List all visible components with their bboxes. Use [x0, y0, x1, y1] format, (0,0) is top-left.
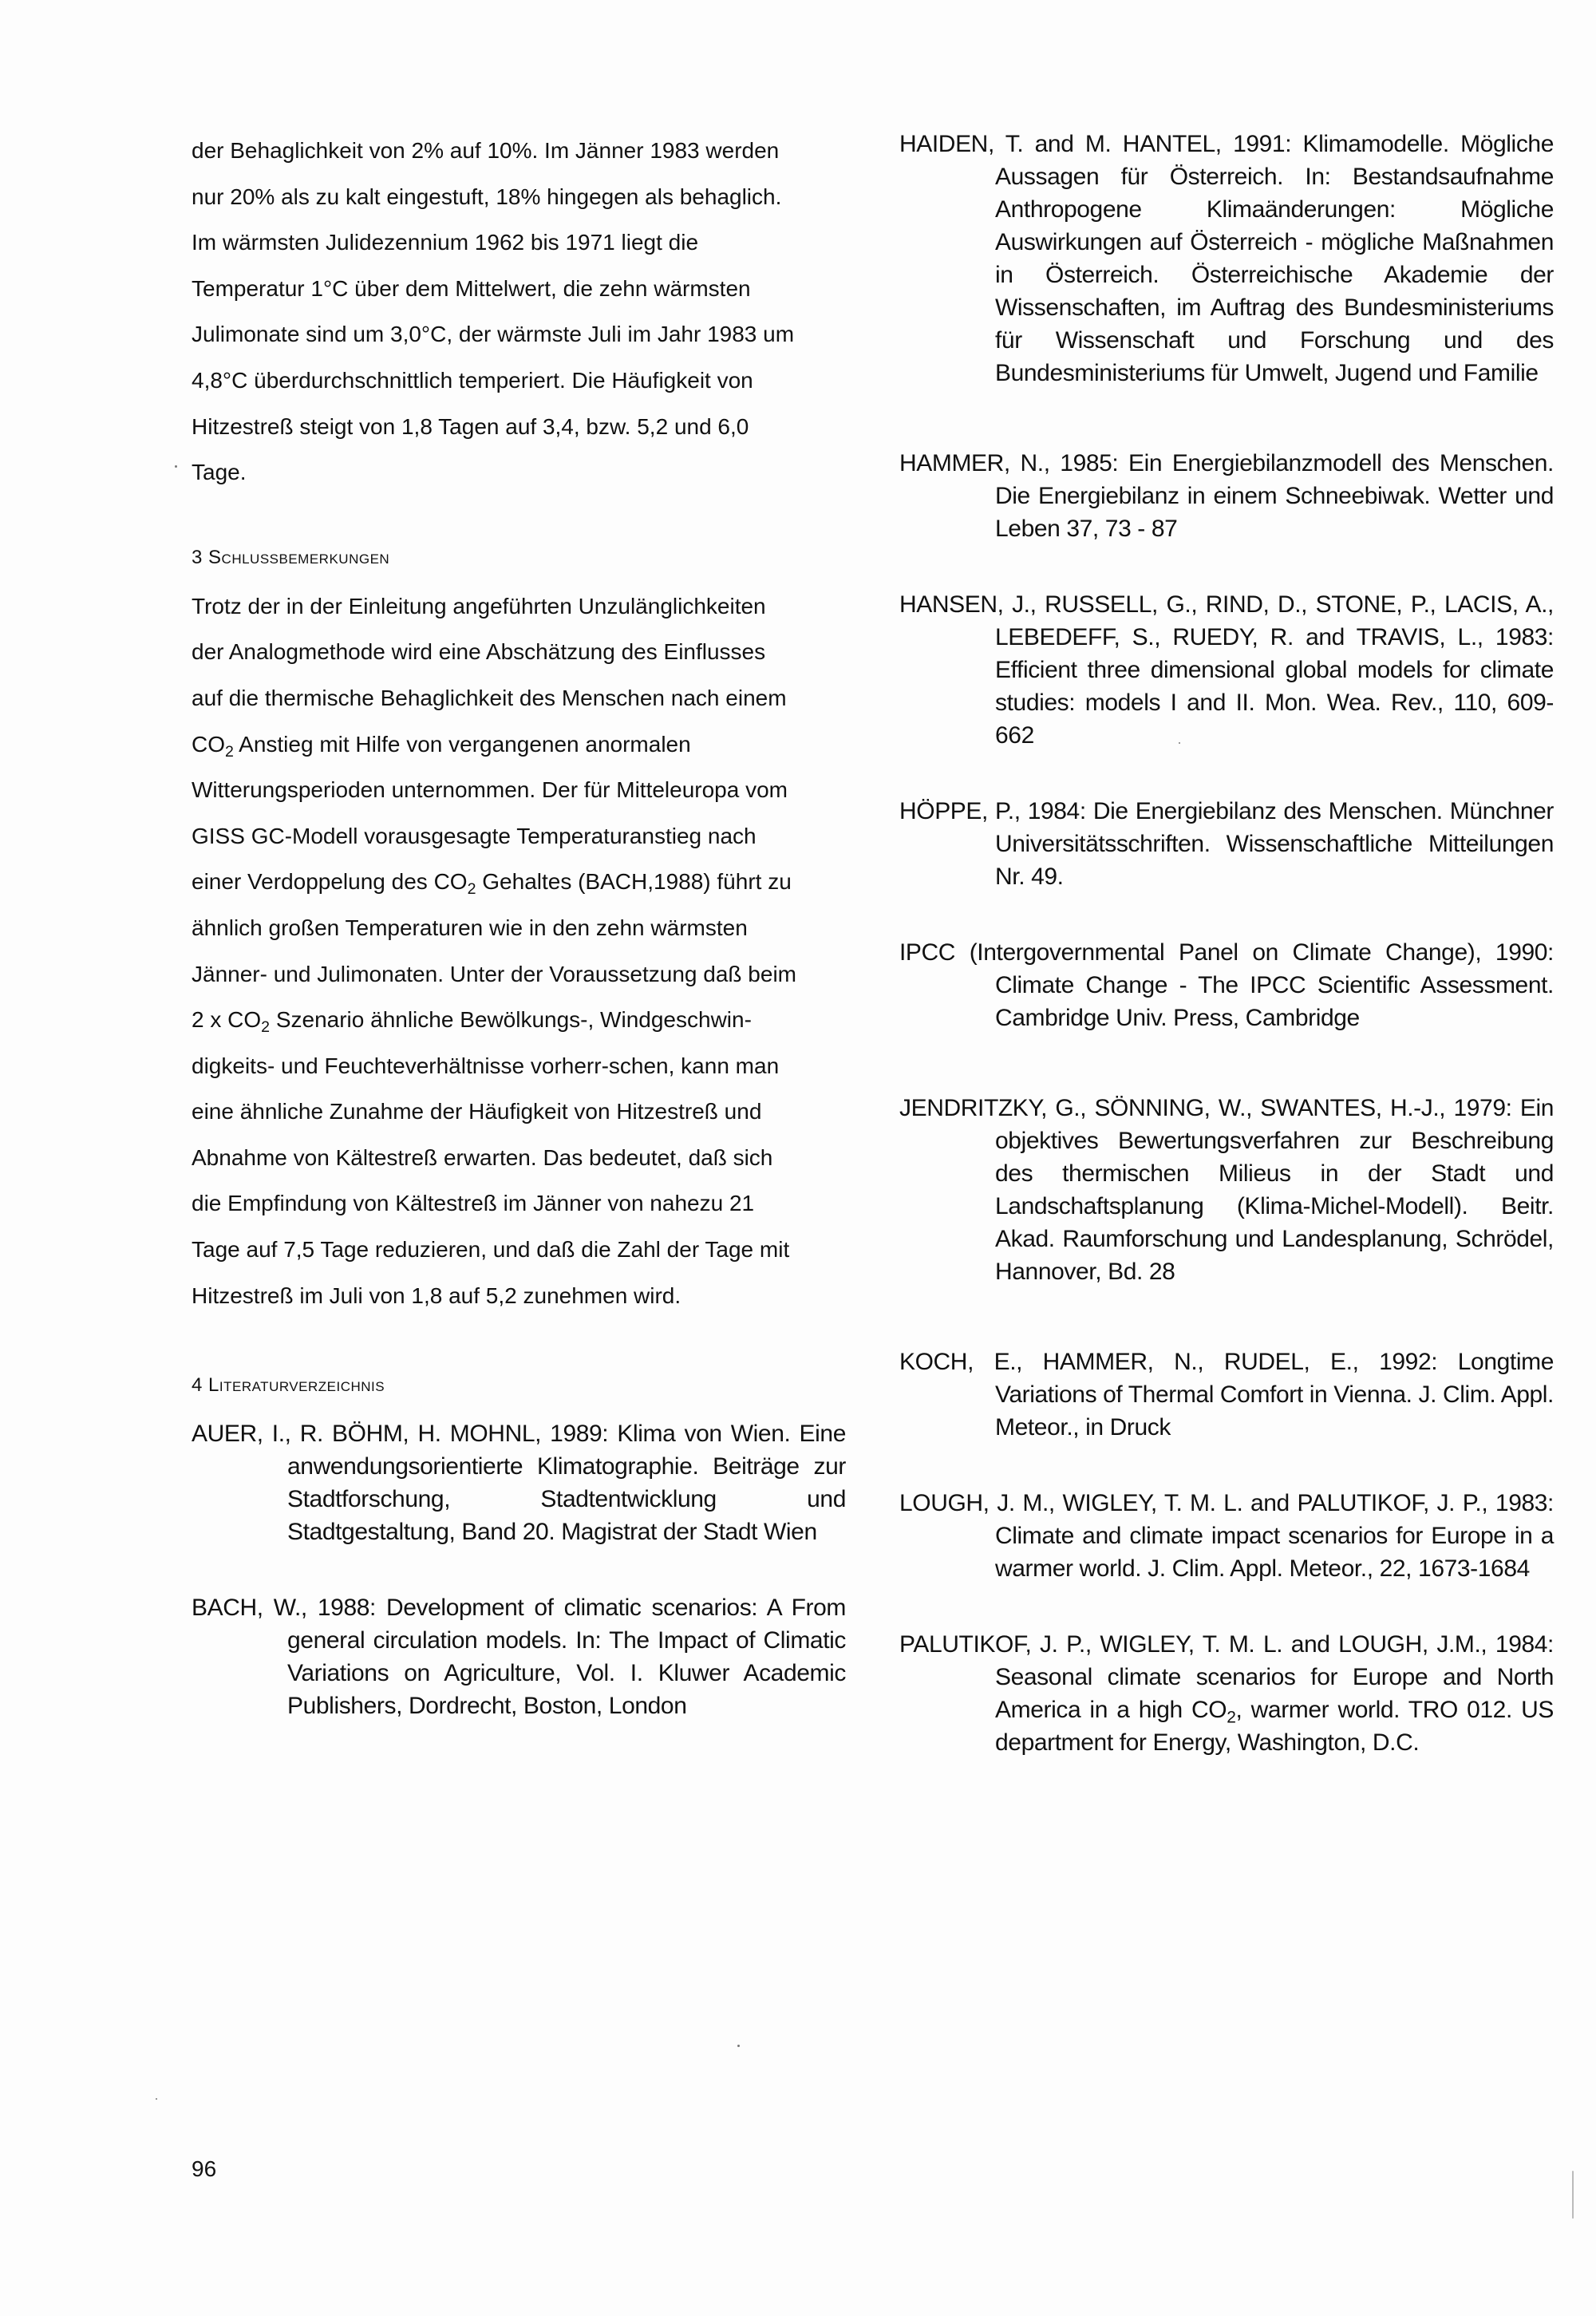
reference-entry: HAMMER, N., 1985: Ein Energiebilanzmodell des Menschen. Die Energiebilanz in einem Schneebiwak. Wetter und Leben 37, 73 - 87 [899, 450, 1554, 542]
text-line: Abnahme von Kältestreß erwarten. Das bedeutet, daß sich [192, 1144, 773, 1170]
page-number: 96 [192, 2156, 217, 2181]
text-line: digkeits- und Feuchteverhältnisse vorherr-schen, kann man [192, 1053, 780, 1078]
section-number: 3 [192, 546, 203, 568]
reference-entry: LOUGH, J. M., WIGLEY, T. M. L. and PALUTIKOF, J. P., 1983: Climate and climate impact scenarios for Europe in a warmer world. J. Clim. Appl. Meteor., 22, 1673-1684 [899, 1490, 1554, 1582]
text-line: $CO_2$ Anstieg mit Hilfe von vergangenen anormalen [192, 731, 691, 761]
reference-entry: KOCH, E., HAMMER, N., RUDEL, E., 1992: Longtime Variations of Thermal Comfort in Vienna. J. Clim. Appl. Meteor., in Druck [899, 1349, 1554, 1441]
section-heading-conclusions [192, 542, 846, 574]
text-line: Tage. [192, 460, 247, 485]
text-line: die Empfindung von Kältestreß im Jänner von nahezu 21 [192, 1191, 755, 1216]
text-line: der Behaglichkeit von 2% auf 10%. Im Jänner 1983 werden [192, 138, 780, 163]
text-line: Tage auf 7,5 Tage reduzieren, und daß die Zahl der Tage mit [192, 1237, 790, 1263]
text-line: auf die thermische Behaglichkeit des Menschen nach einem [192, 685, 787, 710]
section-number: 4 [192, 1374, 203, 1397]
text-line: 2 x $CO_2$ Szenario ähnliche Bewölkungs-, Windgeschwin- [192, 1007, 752, 1036]
text-line: 4,8°C überdurchschnittlich temperiert. Die Häufigkeit von [192, 367, 753, 393]
reference-entry: BACH, W., 1988: Development of climatic scenarios: A From general circulation models. In: The Impact of Climatic Variations on Agriculture, Vol. I. Kluwer Academic Publishers, Dordrecht, Boston, London [192, 1595, 846, 1720]
text-line: Jänner- und Julimonaten. Unter der Voraussetzung daß beim [192, 961, 796, 986]
section-heading-references [192, 1369, 846, 1401]
text-line: Im wärmsten Julidezennium 1962 bis 1971 liegt die [192, 230, 699, 255]
text-line: Temperatur 1°C über dem Mittelwert, die zehn wärmsten [192, 275, 751, 301]
scan-speck [1572, 2171, 1574, 2219]
scan-speck [156, 2098, 157, 2100]
text-line: eine ähnliche Zunahme der Häufigkeit von Hitzestreß und [192, 1099, 762, 1124]
reference-entry: JENDRITZKY, G., SÖNNING, W., SWANTES, H.-J., 1979: Ein objektives Bewertungsverfahren zur Beschreibung des thermischen Milieus in der Stadt und Landschaftsplanung (Klima-Michel-Modell). Beitr. Akad. Raumforschung und Landesplanung, Schrödel, Hannover, Bd. 28 [899, 1095, 1554, 1285]
paragraph-results [192, 128, 846, 496]
reference-entry: IPCC (Intergovernmental Panel on Climate Change), 1990: Climate Change - The IPCC Scientific Assessment. Cambridge Univ. Press, Cambridge [899, 939, 1554, 1031]
text-line: Hitzestreß im Juli von 1,8 auf 5,2 zunehmen wird. [192, 1282, 681, 1308]
text-line: Trotz der in der Einleitung angeführten Unzulänglichkeiten [192, 593, 766, 619]
section-title: Schlussbemerkungen [208, 546, 390, 568]
right-column [899, 128, 1554, 1759]
reference-entry: AUER, I., R. BÖHM, H. MOHNL, 1989: Klima von Wien. Eine anwendungsorientierte Klimatographie. Beiträge zur Stadtforschung, Stadtentwicklung und Stadtgestaltung, Band 20. Magistrat der Stadt Wien [192, 1421, 846, 1546]
text-line: ähnlich großen Temperaturen wie in den zehn wärmsten [192, 915, 748, 940]
scan-speck [175, 465, 177, 468]
text-line: Witterungsperioden unternommen. Der für Mitteleuropa vom [192, 777, 788, 803]
reference-entry: PALUTIKOF, J. P., WIGLEY, T. M. L. and LOUGH, J.M., 1984: Seasonal climate scenarios for Europe and North America in a high $CO_2$, warmer world. TRO 012. US department for Energy, Washington, D.C. [899, 1631, 1554, 1756]
paragraph-conclusions [192, 583, 846, 1319]
text-line: GISS GC-Modell vorausgesagte Temperaturanstieg nach [192, 823, 757, 848]
section-title: Literaturverzeichnis [208, 1374, 385, 1397]
text-line: nur 20% als zu kalt eingestuft, 18% hingegen als behaglich. [192, 184, 782, 209]
reference-entry: HANSEN, J., RUSSELL, G., RIND, D., STONE, P., LACIS, A., LEBEDEFF, S., RUEDY, R. and TRAVIS, L., 1983: Efficient three dimensional global models for climate studies: models I and II. Mon. Wea. Rev., 110, 609-662 [899, 591, 1554, 749]
text-line: Julimonate sind um 3,0°C, der wärmste Juli im Jahr 1983 um [192, 322, 795, 347]
left-column [192, 128, 846, 1722]
scan-speck [1179, 742, 1180, 744]
text-line: Hitzestreß steigt von 1,8 Tagen auf 3,4, bzw. 5,2 und 6,0 [192, 413, 749, 439]
text-line: einer Verdoppelung des $CO_2$ Gehaltes (BACH,1988) führt zu [192, 869, 792, 899]
scan-speck [737, 2045, 740, 2047]
reference-entry: HAIDEN, T. and M. HANTEL, 1991: Klimamodelle. Mögliche Aussagen für Österreich. In: Bestandsaufnahme Anthropogene Klimaänderungen: Mögliche Auswirkungen auf Österreich - mögliche Maßnahmen in Österreich. Österreichische Akademie der Wissenschaften, im Auftrag des Bundesministeriums für Wissenschaft und Forschung und des Bundesministeriums für Umwelt, Jugend und Familie [899, 131, 1554, 386]
text-line: der Analogmethode wird eine Abschätzung des Einflusses [192, 639, 766, 665]
reference-entry: HÖPPE, P., 1984: Die Energiebilanz des Menschen. Münchner Universitätsschriften. Wissenschaftliche Mitteilungen Nr. 49. [899, 798, 1554, 890]
